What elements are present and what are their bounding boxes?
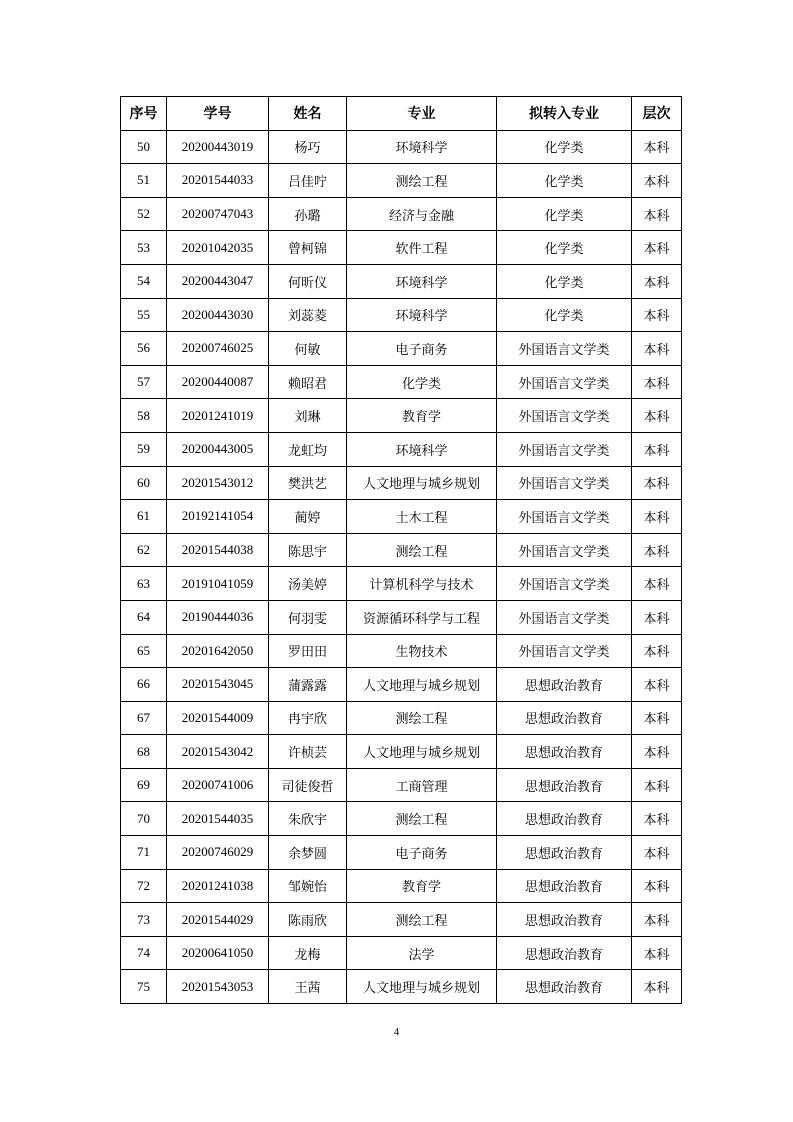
cell-level: 本科 [632, 432, 682, 466]
cell-major: 环境科学 [347, 264, 497, 298]
cell-target-major: 化学类 [497, 298, 632, 332]
cell-name: 何昕仪 [269, 264, 347, 298]
cell-index: 54 [121, 264, 167, 298]
cell-index: 57 [121, 365, 167, 399]
table-row [121, 500, 682, 534]
cell-major: 环境科学 [347, 432, 497, 466]
cell-target-major: 外国语言文学类 [497, 332, 632, 366]
cell-major: 电子商务 [347, 332, 497, 366]
table-row [121, 970, 682, 1004]
cell-student-id: 20200747043 [167, 197, 269, 231]
cell-name: 赖昭君 [269, 365, 347, 399]
cell-level: 本科 [632, 332, 682, 366]
cell-name: 陈雨欣 [269, 903, 347, 937]
table-row [121, 365, 682, 399]
cell-name: 杨巧 [269, 130, 347, 164]
cell-major: 测绘工程 [347, 903, 497, 937]
cell-major: 人文地理与城乡规划 [347, 970, 497, 1004]
cell-target-major: 外国语言文学类 [497, 567, 632, 601]
cell-name: 何敏 [269, 332, 347, 366]
cell-index: 56 [121, 332, 167, 366]
cell-student-id: 20201544035 [167, 802, 269, 836]
cell-target-major: 化学类 [497, 130, 632, 164]
cell-student-id: 20201241019 [167, 399, 269, 433]
cell-level: 本科 [632, 701, 682, 735]
cell-student-id: 20201544038 [167, 533, 269, 567]
cell-name: 王茜 [269, 970, 347, 1004]
cell-target-major: 思想政治教育 [497, 701, 632, 735]
cell-index: 69 [121, 768, 167, 802]
roster-body [121, 130, 682, 1003]
cell-major: 测绘工程 [347, 164, 497, 198]
cell-student-id: 20201241038 [167, 869, 269, 903]
header-index: 序号 [121, 97, 167, 131]
cell-student-id: 20201543045 [167, 668, 269, 702]
cell-level: 本科 [632, 600, 682, 634]
cell-target-major: 思想政治教育 [497, 668, 632, 702]
cell-index: 74 [121, 936, 167, 970]
cell-major: 法学 [347, 936, 497, 970]
cell-name: 罗田田 [269, 634, 347, 668]
cell-target-major: 思想政治教育 [497, 970, 632, 1004]
cell-student-id: 20192141054 [167, 500, 269, 534]
cell-student-id: 20201544033 [167, 164, 269, 198]
table-row [121, 701, 682, 735]
cell-major: 环境科学 [347, 130, 497, 164]
cell-target-major: 外国语言文学类 [497, 500, 632, 534]
cell-name: 许桢芸 [269, 735, 347, 769]
cell-name: 余梦圆 [269, 836, 347, 870]
table-row [121, 264, 682, 298]
cell-index: 70 [121, 802, 167, 836]
cell-name: 曾柯锦 [269, 231, 347, 265]
cell-student-id: 20201642050 [167, 634, 269, 668]
cell-level: 本科 [632, 668, 682, 702]
cell-index: 64 [121, 600, 167, 634]
table-row [121, 533, 682, 567]
cell-target-major: 外国语言文学类 [497, 365, 632, 399]
table-row [121, 567, 682, 601]
cell-index: 50 [121, 130, 167, 164]
cell-index: 67 [121, 701, 167, 735]
header-major: 专业 [347, 97, 497, 131]
cell-name: 汤美婷 [269, 567, 347, 601]
cell-major: 人文地理与城乡规划 [347, 466, 497, 500]
cell-student-id: 20200443047 [167, 264, 269, 298]
cell-target-major: 外国语言文学类 [497, 432, 632, 466]
cell-level: 本科 [632, 500, 682, 534]
cell-target-major: 化学类 [497, 231, 632, 265]
cell-major: 软件工程 [347, 231, 497, 265]
cell-major: 测绘工程 [347, 533, 497, 567]
cell-name: 冉宇欣 [269, 701, 347, 735]
cell-major: 人文地理与城乡规划 [347, 735, 497, 769]
cell-student-id: 20200741006 [167, 768, 269, 802]
cell-major: 经济与金融 [347, 197, 497, 231]
table-row [121, 768, 682, 802]
cell-target-major: 思想政治教育 [497, 836, 632, 870]
cell-level: 本科 [632, 264, 682, 298]
cell-target-major: 外国语言文学类 [497, 634, 632, 668]
header-name: 姓名 [269, 97, 347, 131]
cell-index: 68 [121, 735, 167, 769]
table-row [121, 130, 682, 164]
cell-level: 本科 [632, 130, 682, 164]
cell-level: 本科 [632, 836, 682, 870]
cell-student-id: 20201543012 [167, 466, 269, 500]
cell-name: 蔺婷 [269, 500, 347, 534]
cell-level: 本科 [632, 231, 682, 265]
cell-index: 62 [121, 533, 167, 567]
cell-major: 生物技术 [347, 634, 497, 668]
cell-major: 人文地理与城乡规划 [347, 668, 497, 702]
cell-name: 邹婉怡 [269, 869, 347, 903]
cell-major: 计算机科学与技术 [347, 567, 497, 601]
cell-name: 朱欣宇 [269, 802, 347, 836]
cell-level: 本科 [632, 365, 682, 399]
cell-level: 本科 [632, 399, 682, 433]
cell-target-major: 思想政治教育 [497, 903, 632, 937]
cell-major: 测绘工程 [347, 701, 497, 735]
cell-name: 刘琳 [269, 399, 347, 433]
cell-major: 教育学 [347, 869, 497, 903]
cell-name: 刘蕊菱 [269, 298, 347, 332]
cell-target-major: 外国语言文学类 [497, 399, 632, 433]
cell-index: 53 [121, 231, 167, 265]
cell-level: 本科 [632, 634, 682, 668]
cell-index: 72 [121, 869, 167, 903]
header-target-major: 拟转入专业 [497, 97, 632, 131]
cell-level: 本科 [632, 768, 682, 802]
cell-index: 66 [121, 668, 167, 702]
table-row [121, 802, 682, 836]
cell-major: 电子商务 [347, 836, 497, 870]
cell-target-major: 外国语言文学类 [497, 466, 632, 500]
cell-student-id: 20191041059 [167, 567, 269, 601]
table-row [121, 466, 682, 500]
cell-index: 75 [121, 970, 167, 1004]
table-row [121, 298, 682, 332]
table-row [121, 197, 682, 231]
table-row [121, 634, 682, 668]
cell-major: 教育学 [347, 399, 497, 433]
cell-student-id: 20200443019 [167, 130, 269, 164]
header-student-id: 学号 [167, 97, 269, 131]
table-row [121, 332, 682, 366]
cell-index: 51 [121, 164, 167, 198]
cell-target-major: 外国语言文学类 [497, 533, 632, 567]
cell-target-major: 思想政治教育 [497, 869, 632, 903]
table-row [121, 869, 682, 903]
table-row [121, 903, 682, 937]
cell-target-major: 思想政治教育 [497, 802, 632, 836]
cell-level: 本科 [632, 970, 682, 1004]
page-number: 4 [393, 1026, 400, 1038]
cell-level: 本科 [632, 466, 682, 500]
cell-student-id: 20190444036 [167, 600, 269, 634]
cell-index: 60 [121, 466, 167, 500]
cell-student-id: 20200746025 [167, 332, 269, 366]
cell-level: 本科 [632, 869, 682, 903]
cell-level: 本科 [632, 735, 682, 769]
cell-level: 本科 [632, 567, 682, 601]
cell-name: 陈思宇 [269, 533, 347, 567]
cell-index: 71 [121, 836, 167, 870]
cell-level: 本科 [632, 936, 682, 970]
cell-target-major: 化学类 [497, 197, 632, 231]
cell-index: 52 [121, 197, 167, 231]
cell-student-id: 20200641050 [167, 936, 269, 970]
table-row [121, 164, 682, 198]
cell-index: 58 [121, 399, 167, 433]
cell-major: 资源循环科学与工程 [347, 600, 497, 634]
cell-student-id: 20201544029 [167, 903, 269, 937]
cell-major: 环境科学 [347, 298, 497, 332]
cell-name: 司徒俊哲 [269, 768, 347, 802]
cell-name: 龙梅 [269, 936, 347, 970]
cell-major: 测绘工程 [347, 802, 497, 836]
table-row [121, 432, 682, 466]
cell-level: 本科 [632, 298, 682, 332]
table-row [121, 399, 682, 433]
cell-major: 化学类 [347, 365, 497, 399]
cell-level: 本科 [632, 164, 682, 198]
cell-student-id: 20200746029 [167, 836, 269, 870]
cell-student-id: 20201544009 [167, 701, 269, 735]
table-row [121, 836, 682, 870]
cell-major: 工商管理 [347, 768, 497, 802]
cell-target-major: 思想政治教育 [497, 768, 632, 802]
cell-student-id: 20200443005 [167, 432, 269, 466]
cell-student-id: 20201543053 [167, 970, 269, 1004]
cell-index: 73 [121, 903, 167, 937]
cell-index: 59 [121, 432, 167, 466]
cell-name: 孙璐 [269, 197, 347, 231]
cell-student-id: 20201042035 [167, 231, 269, 265]
cell-level: 本科 [632, 197, 682, 231]
cell-index: 61 [121, 500, 167, 534]
cell-name: 何羽雯 [269, 600, 347, 634]
cell-target-major: 化学类 [497, 164, 632, 198]
header-row [121, 97, 682, 131]
table-row [121, 735, 682, 769]
cell-target-major: 思想政治教育 [497, 936, 632, 970]
cell-level: 本科 [632, 903, 682, 937]
cell-name: 樊洪艺 [269, 466, 347, 500]
cell-major: 土木工程 [347, 500, 497, 534]
cell-target-major: 外国语言文学类 [497, 600, 632, 634]
cell-level: 本科 [632, 802, 682, 836]
header-level: 层次 [632, 97, 682, 131]
cell-student-id: 20200440087 [167, 365, 269, 399]
cell-target-major: 化学类 [497, 264, 632, 298]
table-row [121, 668, 682, 702]
cell-name: 龙虹均 [269, 432, 347, 466]
table-row [121, 600, 682, 634]
cell-name: 蒲露露 [269, 668, 347, 702]
cell-index: 55 [121, 298, 167, 332]
table-row [121, 231, 682, 265]
cell-level: 本科 [632, 533, 682, 567]
cell-index: 63 [121, 567, 167, 601]
cell-name: 吕佳咛 [269, 164, 347, 198]
cell-student-id: 20200443030 [167, 298, 269, 332]
cell-student-id: 20201543042 [167, 735, 269, 769]
cell-target-major: 思想政治教育 [497, 735, 632, 769]
table-row [121, 936, 682, 970]
transfer-roster-table [120, 96, 682, 1004]
cell-index: 65 [121, 634, 167, 668]
